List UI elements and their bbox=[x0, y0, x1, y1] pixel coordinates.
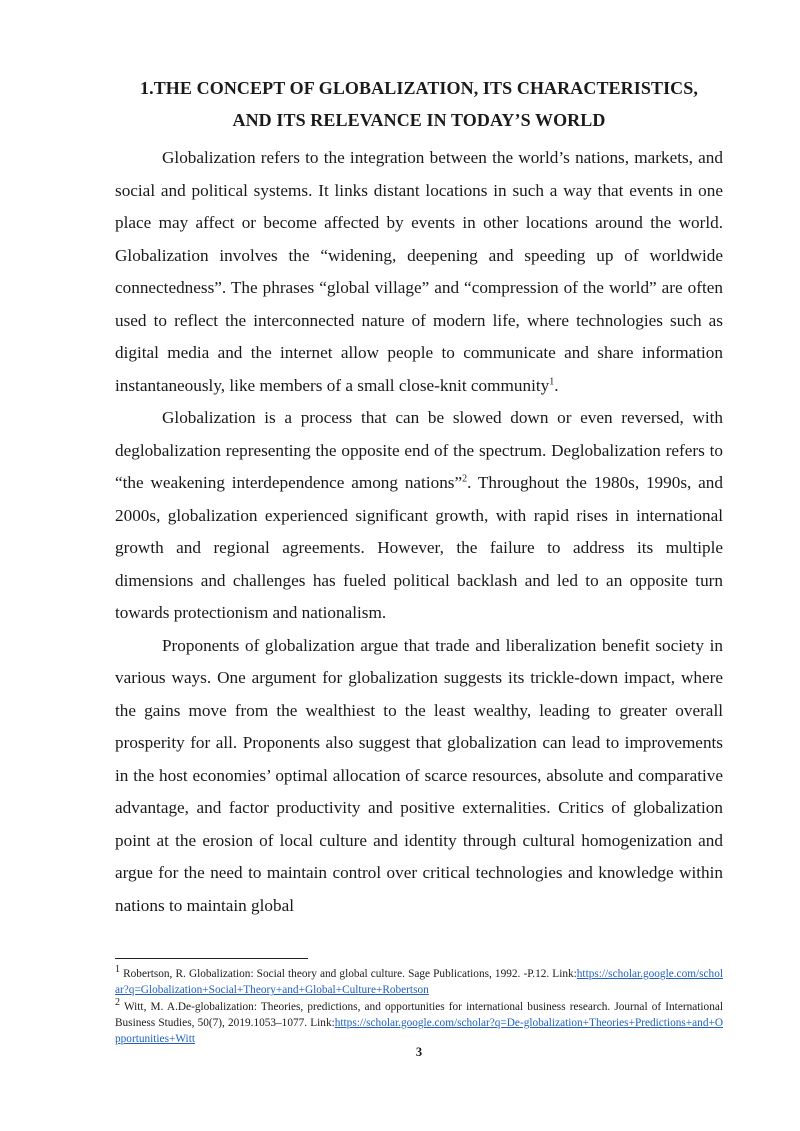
paragraph-2 bbox=[115, 402, 723, 630]
footnote-ref-1[interactable]: 1 bbox=[549, 375, 555, 387]
heading-line-1: 1.THE CONCEPT OF GLOBALIZATION, ITS CHARACTERISTICS, bbox=[140, 78, 698, 98]
paragraph-2-text-a: Globalization is a process that can be slowed down or even reversed, with deglobalization representing the opposite end of the spectrum. Deglobalization refers to “the weakening interdependence among nations” bbox=[115, 408, 723, 492]
footnote-ref-2[interactable]: 2 bbox=[462, 473, 468, 485]
paragraph-3-text: Proponents of globalization argue that trade and liberalization benefit society in various ways. One argument for globalization suggests its trickle-down impact, where the gains move from the wealthiest to the least wealthy, leading to greater overall prosperity for all. Proponents also suggest that globalization can lead to improvements in the host economies’ optimal allocation of scarce resources, absolute and comparative advantage, and factor productivity and positive externalities. Critics of globalization point at the erosion of local culture and identity through cultural homogenization and argue for the need to maintain control over critical technologies and knowledge within nations to maintain global bbox=[115, 635, 723, 915]
body-text bbox=[115, 142, 723, 922]
footnote-1-link[interactable]: https://scholar.google.com/scholar?q=Globalization+Social+Theory+and+Global+Culture+Robertson bbox=[115, 968, 723, 997]
footnote-1 bbox=[115, 966, 723, 999]
paragraph-1 bbox=[115, 142, 723, 402]
footnote-2-link[interactable]: https://scholar.google.com/scholar?q=De-globalization+Theories+Predictions+and+Opportunities+Witt bbox=[115, 1016, 723, 1046]
heading-line-2: AND ITS RELEVANCE IN TODAY’S WORLD bbox=[232, 110, 606, 130]
page-number: 3 bbox=[415, 1045, 423, 1059]
footnote-1-text: Robertson, R. Globalization: Social theory and global culture. Sage Publications, 1992. -P.12. Link: bbox=[120, 968, 577, 980]
footnote-2-text: Witt, M. A.De-globalization: Theories, predictions, and opportunities for international business research. Journal of International Business Studies, 50(7), 2019.1053–1077. Link: bbox=[115, 1000, 723, 1029]
paragraph-1-tail: . bbox=[554, 375, 559, 395]
paragraph-2-text-b: . Throughout the 1980s, 1990s, and 2000s, globalization experienced significant growth, with rapid rises in international growth and regional agreements. However, the failure to address its multiple dimensions and challenges has fueled political backlash and led to an opposite turn towards protectionism and nationalism. bbox=[115, 473, 723, 622]
footnote-2-marker: 2 bbox=[115, 996, 120, 1008]
paragraph-3 bbox=[115, 630, 723, 923]
footnotes bbox=[115, 966, 723, 1047]
footnote-2 bbox=[115, 996, 723, 1048]
footnote-1-marker: 1 bbox=[115, 964, 120, 976]
footnote-divider bbox=[115, 958, 308, 959]
paragraph-1-text: Globalization refers to the integration between the world’s nations, markets, and social and political systems. It links distant locations in such a way that events in one place may affect or become affected by events in other locations around the world. Globalization involves the “widening, deepening and speeding up of worldwide connectedness”. The phrases “global village” and “compression of the world” are often used to reflect the interconnected nature of modern life, where technologies such as digital media and the internet allow people to communicate and share information instantaneously, like members of a small close-knit community bbox=[115, 148, 723, 395]
section-heading bbox=[115, 72, 723, 136]
